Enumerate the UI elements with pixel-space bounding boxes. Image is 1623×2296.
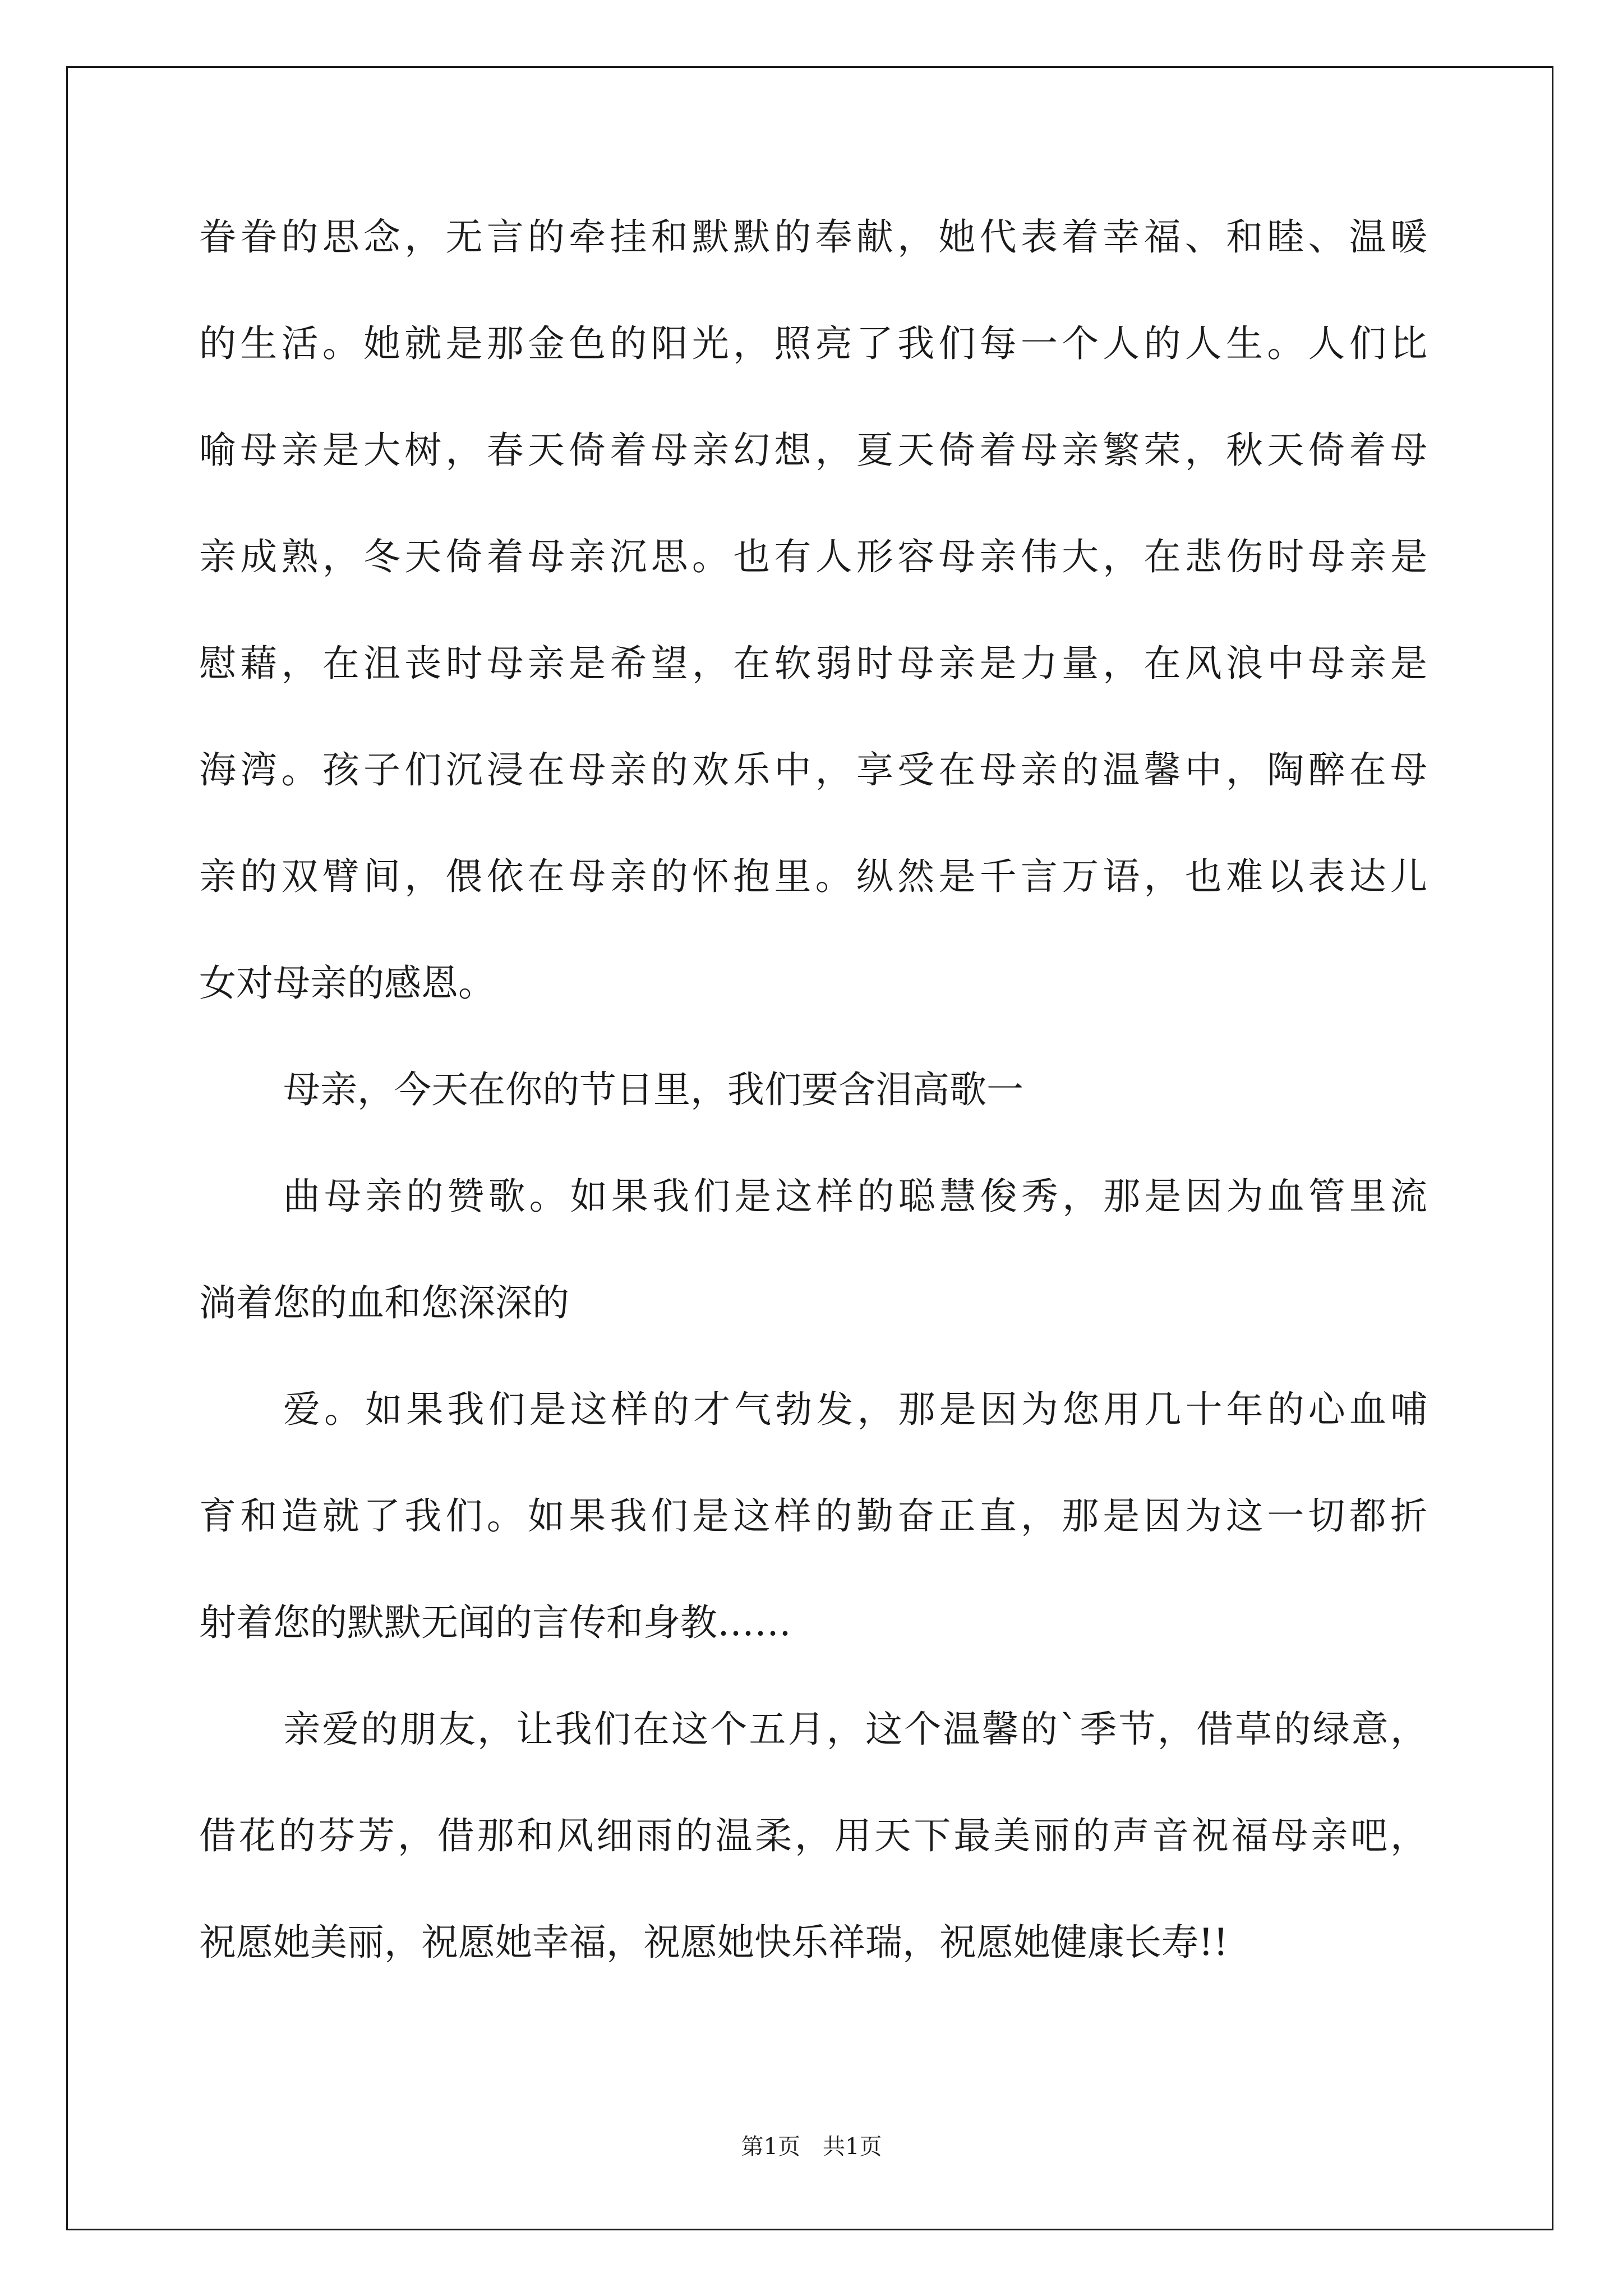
text-line: 爱。如果我们是这样的才气勃发，那是因为您用几十年的心血哺 (283, 1388, 1427, 1431)
document-body (199, 215, 1427, 2031)
text-line: 曲母亲的赞歌。如果我们是这样的聪慧俊秀，那是因为血管里流 (283, 1175, 1427, 1218)
text-line: 亲成熟，冬天倚着母亲沉思。也有人形容母亲伟大，在悲伤时母亲是 (199, 535, 1427, 578)
text-line: 淌着您的血和您深深的 (199, 1281, 569, 1324)
text-line: 的生活。她就是那金色的阳光，照亮了我们每一个人的人生。人们比 (199, 322, 1427, 365)
text-line: 眷眷的思念，无言的牵挂和默默的奉献，她代表着幸福、和睦、温暖 (199, 215, 1427, 259)
text-line: 喻母亲是大树，春天倚着母亲幻想，夏天倚着母亲繁荣，秋天倚着母 (199, 429, 1427, 472)
text-line: 女对母亲的感恩。 (199, 961, 495, 1005)
text-line: 亲爱的朋友，让我们在这个五月，这个温馨的`季节，借草的绿意， (283, 1708, 1427, 1751)
page-number-current: 第1页 (741, 2134, 800, 2160)
text-line: 射着您的默默无闻的言传和身教…… (199, 1601, 791, 1644)
text-line: 借花的芬芳，借那和风细雨的温柔，用天下最美丽的声音祝福母亲吧， (199, 1814, 1427, 1857)
text-line: 育和造就了我们。如果我们是这样的勤奋正直，那是因为这一切都折 (199, 1494, 1427, 1538)
text-line: 慰藉，在沮丧时母亲是希望，在软弱时母亲是力量，在风浪中母亲是 (199, 642, 1427, 685)
page-number-total: 共1页 (823, 2134, 882, 2160)
text-line: 母亲，今天在你的节日里，我们要含泪高歌一 (283, 1068, 1023, 1111)
text-line: 亲的双臂间，偎依在母亲的怀抱里。纵然是千言万语，也难以表达儿 (199, 855, 1427, 898)
page-footer (0, 2129, 1623, 2161)
text-line: 祝愿她美丽，祝愿她幸福，祝愿她快乐祥瑞，祝愿她健康长寿!! (199, 1921, 1229, 1964)
text-line: 海湾。孩子们沉浸在母亲的欢乐中，享受在母亲的温馨中，陶醉在母 (199, 748, 1427, 792)
